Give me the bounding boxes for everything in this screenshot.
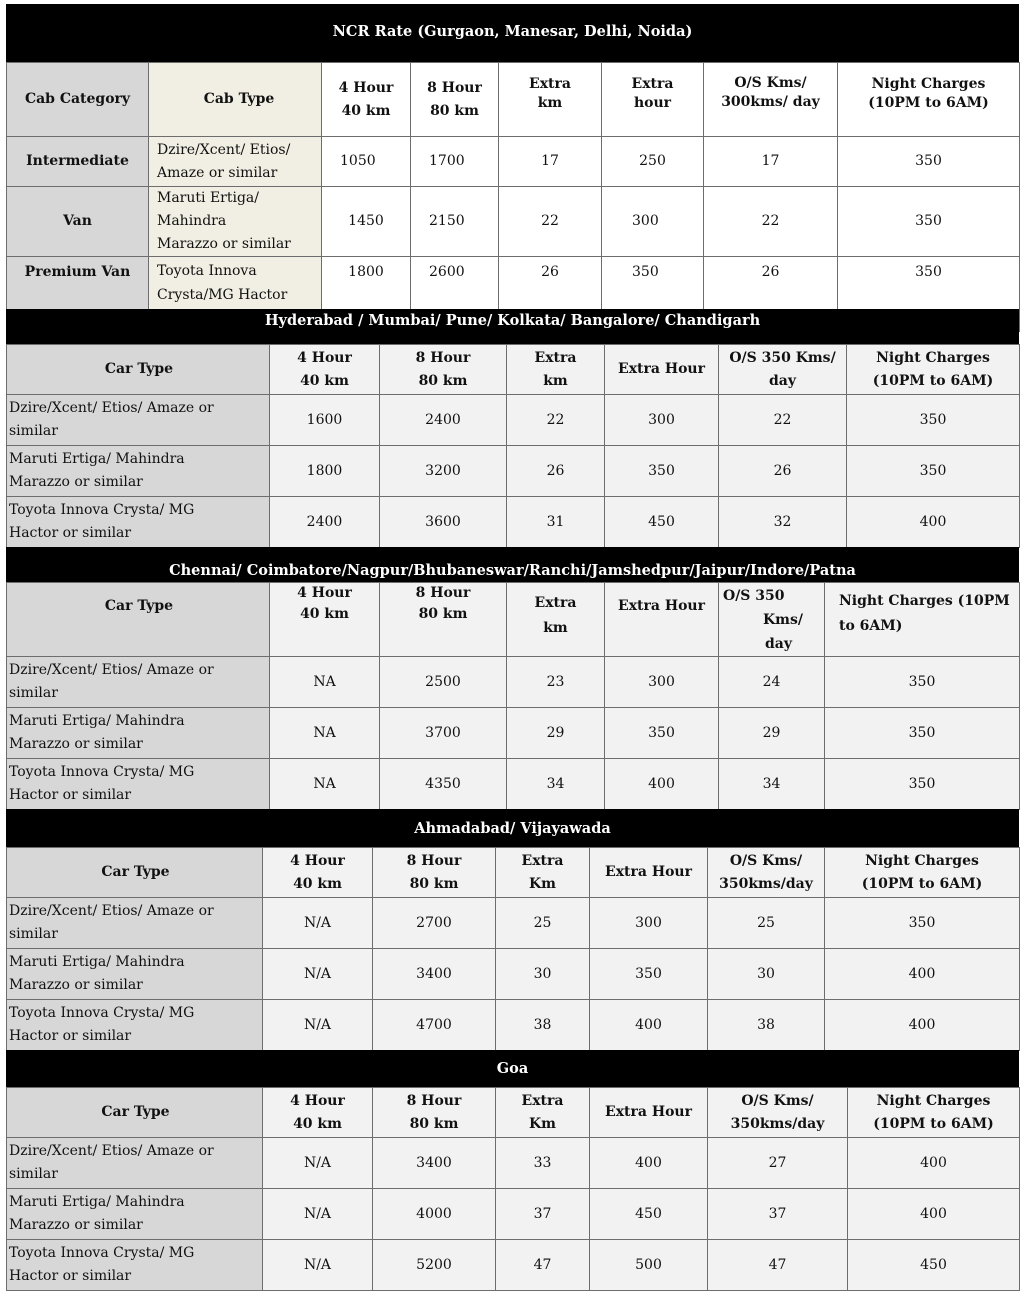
metro-8hour: 3200 — [380, 446, 507, 497]
ncr-cab-type: Dzire/Xcent/ Etios/ Amaze or similar — [149, 137, 322, 187]
ahmedabad-8hour: 4700 — [373, 1000, 496, 1051]
metro-header-4hour: 4 Hour 40 km — [270, 345, 380, 395]
ahmedabad-car-type: Dzire/Xcent/ Etios/ Amaze or similar — [7, 898, 263, 949]
ahmedabad-4hour: N/A — [263, 898, 373, 949]
tier2-extra-km: 23 — [507, 657, 605, 708]
ahmedabad-extra-km: 38 — [496, 1000, 590, 1051]
tier2-night: 350 — [825, 657, 1020, 708]
ahmedabad-night: 400 — [825, 1000, 1020, 1051]
ncr-8hour: 2150 — [411, 187, 499, 257]
goa-header-night: Night Charges (10PM to 6AM) — [848, 1088, 1020, 1138]
tier2-os: 29 — [719, 708, 825, 759]
goa-row — [7, 1189, 1020, 1240]
ncr-header-category: Cab Category — [7, 63, 149, 137]
goa-extra-hour: 450 — [590, 1189, 708, 1240]
tier2-8hour: 4350 — [380, 759, 507, 810]
tier2-header-8hour: 8 Hour 80 km — [380, 583, 507, 657]
goa-extra-hour: 500 — [590, 1240, 708, 1291]
ncr-extra-km: 22 — [499, 187, 602, 257]
ahmedabad-car-type: Toyota Innova Crysta/ MG Hactor or similar — [7, 1000, 263, 1051]
ahmedabad-night: 350 — [825, 898, 1020, 949]
ncr-category: Premium Van — [7, 257, 149, 332]
ahmedabad-header-type: Car Type — [7, 848, 263, 898]
tier2-4hour: NA — [270, 708, 380, 759]
tier2-header-row — [7, 583, 1020, 657]
ncr-8hour: 2600 — [411, 257, 499, 332]
metro-title: Hyderabad / Mumbai/ Pune/ Kolkata/ Bangalore/ Chandigarh — [264, 312, 761, 329]
tier2-row — [7, 708, 1020, 759]
ncr-extra-km: 17 — [499, 137, 602, 187]
tier2-extra-hour: 350 — [605, 708, 719, 759]
ahmedabad-car-type: Maruti Ertiga/ Mahindra Marazzo or similar — [7, 949, 263, 1000]
ncr-header-4hour: 4 Hour 40 km — [322, 63, 411, 137]
metro-extra-km: 26 — [507, 446, 605, 497]
metro-4hour: 2400 — [270, 497, 380, 548]
ahmedabad-extra-hour: 400 — [590, 1000, 708, 1051]
ahmedabad-4hour: N/A — [263, 949, 373, 1000]
tier2-4hour: NA — [270, 657, 380, 708]
metro-extra-km: 22 — [507, 395, 605, 446]
goa-header-extra-hour: Extra Hour — [590, 1088, 708, 1138]
metro-4hour: 1800 — [270, 446, 380, 497]
ahmedabad-extra-hour: 350 — [590, 949, 708, 1000]
goa-header-os: O/S Kms/ 350kms/day — [708, 1088, 848, 1138]
goa-title-bar — [6, 1050, 1019, 1087]
tier2-rate-table — [6, 582, 1020, 810]
tier2-4hour: NA — [270, 759, 380, 810]
tier2-extra-hour: 400 — [605, 759, 719, 810]
ncr-4hour: 1450 — [322, 187, 411, 257]
ahmedabad-os: 25 — [708, 898, 825, 949]
metro-night: 400 — [847, 497, 1020, 548]
goa-header-type: Car Type — [7, 1088, 263, 1138]
goa-8hour: 3400 — [373, 1138, 496, 1189]
goa-row — [7, 1138, 1020, 1189]
tier2-header-4hour: 4 Hour 40 km — [270, 583, 380, 657]
ncr-row — [7, 137, 1020, 187]
tier2-car-type: Maruti Ertiga/ Mahindra Marazzo or similar — [7, 708, 270, 759]
tier2-row — [7, 759, 1020, 810]
metro-row — [7, 497, 1020, 548]
ncr-header-row — [7, 63, 1020, 137]
ahmedabad-8hour: 3400 — [373, 949, 496, 1000]
metro-header-os: O/S 350 Kms/ day — [719, 345, 847, 395]
tier2-extra-hour: 300 — [605, 657, 719, 708]
metro-title-bar — [6, 309, 1019, 344]
ncr-4hour: 1800 — [322, 257, 411, 332]
goa-8hour: 5200 — [373, 1240, 496, 1291]
goa-car-type: Toyota Innova Crysta/ MG Hactor or similar — [7, 1240, 263, 1291]
metro-os: 32 — [719, 497, 847, 548]
ahmedabad-header-8hour: 8 Hour 80 km — [373, 848, 496, 898]
tier2-extra-km: 34 — [507, 759, 605, 810]
tier2-8hour: 3700 — [380, 708, 507, 759]
goa-header-extra-km: Extra Km — [496, 1088, 590, 1138]
metro-night: 350 — [847, 446, 1020, 497]
ahmedabad-header-extra-km: Extra Km — [496, 848, 590, 898]
ahmedabad-8hour: 2700 — [373, 898, 496, 949]
goa-extra-km: 47 — [496, 1240, 590, 1291]
goa-extra-km: 37 — [496, 1189, 590, 1240]
ahmedabad-4hour: N/A — [263, 1000, 373, 1051]
ncr-4hour: 1050 — [322, 137, 411, 187]
tier2-header-os: O/S 350 Kms/ day — [719, 583, 825, 657]
ahmedabad-header-night: Night Charges (10PM to 6AM) — [825, 848, 1020, 898]
tier2-os: 24 — [719, 657, 825, 708]
metro-header-row — [7, 345, 1020, 395]
metro-4hour: 1600 — [270, 395, 380, 446]
metro-os: 26 — [719, 446, 847, 497]
tier2-header-type: Car Type — [7, 583, 270, 657]
ncr-8hour: 1700 — [411, 137, 499, 187]
metro-row — [7, 395, 1020, 446]
tier2-title: Chennai/ Coimbatore/Nagpur/Bhubaneswar/Ranchi/Jamshedpur/Jaipur/Indore/Patna — [169, 562, 856, 579]
tier2-os: 34 — [719, 759, 825, 810]
goa-title: Goa — [496, 1060, 529, 1077]
ahmedabad-row — [7, 1000, 1020, 1051]
metro-extra-hour: 450 — [605, 497, 719, 548]
goa-4hour: N/A — [263, 1240, 373, 1291]
ahmedabad-header-4hour: 4 Hour 40 km — [263, 848, 373, 898]
goa-header-8hour: 8 Hour 80 km — [373, 1088, 496, 1138]
metro-car-type: Toyota Innova Crysta/ MG Hactor or similar — [7, 497, 270, 548]
ncr-extra-km: 26 — [499, 257, 602, 332]
tier2-car-type: Toyota Innova Crysta/ MG Hactor or similar — [7, 759, 270, 810]
ahmedabad-rate-table — [6, 847, 1020, 1051]
ahmedabad-extra-hour: 300 — [590, 898, 708, 949]
metro-header-type: Car Type — [7, 345, 270, 395]
ahmedabad-title: Ahmadabad/ Vijayawada — [414, 820, 611, 837]
metro-8hour: 2400 — [380, 395, 507, 446]
ahmedabad-row — [7, 949, 1020, 1000]
ahmedabad-extra-km: 30 — [496, 949, 590, 1000]
tier2-night: 350 — [825, 708, 1020, 759]
ncr-rate-table — [6, 62, 1020, 332]
ahmedabad-os: 30 — [708, 949, 825, 1000]
tier2-title-bar — [6, 547, 1019, 582]
ahmedabad-header-extra-hour: Extra Hour — [590, 848, 708, 898]
metro-car-type: Maruti Ertiga/ Mahindra Marazzo or similar — [7, 446, 270, 497]
ncr-category: Intermediate — [7, 137, 149, 187]
goa-4hour: N/A — [263, 1189, 373, 1240]
metro-os: 22 — [719, 395, 847, 446]
ahmedabad-header-os: O/S Kms/ 350kms/day — [708, 848, 825, 898]
ncr-category: Van — [7, 187, 149, 257]
goa-extra-km: 33 — [496, 1138, 590, 1189]
goa-header-row — [7, 1088, 1020, 1138]
tier2-header-night: Night Charges (10PM to 6AM) — [825, 583, 1020, 657]
goa-4hour: N/A — [263, 1138, 373, 1189]
goa-os: 47 — [708, 1240, 848, 1291]
tier2-row — [7, 657, 1020, 708]
ncr-cab-type: Toyota Innova Crysta/MG Hactor — [149, 257, 322, 332]
ncr-night: 350 — [838, 187, 1020, 257]
ncr-os: 17 — [704, 137, 838, 187]
ahmedabad-row — [7, 898, 1020, 949]
ncr-row — [7, 187, 1020, 257]
ncr-header-type: Cab Type — [149, 63, 322, 137]
ahmedabad-os: 38 — [708, 1000, 825, 1051]
goa-header-4hour: 4 Hour 40 km — [263, 1088, 373, 1138]
goa-os: 37 — [708, 1189, 848, 1240]
metro-header-extra-km: Extra km — [507, 345, 605, 395]
metro-8hour: 3600 — [380, 497, 507, 548]
ahmedabad-header-row — [7, 848, 1020, 898]
goa-os: 27 — [708, 1138, 848, 1189]
tier2-night: 350 — [825, 759, 1020, 810]
goa-car-type: Dzire/Xcent/ Etios/ Amaze or similar — [7, 1138, 263, 1189]
goa-8hour: 4000 — [373, 1189, 496, 1240]
ncr-cab-type: Maruti Ertiga/ Mahindra Marazzo or similar — [149, 187, 322, 257]
ncr-title: NCR Rate (Gurgaon, Manesar, Delhi, Noida) — [332, 23, 693, 40]
metro-header-extra-hour: Extra Hour — [605, 345, 719, 395]
ncr-extra-hour: 250 — [602, 137, 704, 187]
metro-header-night: Night Charges (10PM to 6AM) — [847, 345, 1020, 395]
metro-header-8hour: 8 Hour 80 km — [380, 345, 507, 395]
goa-car-type: Maruti Ertiga/ Mahindra Marazzo or similar — [7, 1189, 263, 1240]
ncr-header-night: Night Charges (10PM to 6AM) — [838, 63, 1020, 137]
metro-extra-hour: 300 — [605, 395, 719, 446]
goa-night: 450 — [848, 1240, 1020, 1291]
metro-extra-hour: 350 — [605, 446, 719, 497]
ncr-header-extra-km: Extra km — [499, 63, 602, 137]
ahmedabad-extra-km: 25 — [496, 898, 590, 949]
goa-night: 400 — [848, 1138, 1020, 1189]
ncr-header-os: O/S Kms/ 300kms/ day — [704, 63, 838, 137]
metro-row — [7, 446, 1020, 497]
ncr-extra-hour: 300 — [602, 187, 704, 257]
goa-row — [7, 1240, 1020, 1291]
metro-extra-km: 31 — [507, 497, 605, 548]
ncr-title-bar — [6, 4, 1019, 62]
tier2-8hour: 2500 — [380, 657, 507, 708]
metro-night: 350 — [847, 395, 1020, 446]
ahmedabad-night: 400 — [825, 949, 1020, 1000]
goa-rate-table — [6, 1087, 1020, 1291]
ncr-os: 22 — [704, 187, 838, 257]
ncr-extra-hour: 350 — [602, 257, 704, 332]
ncr-night: 350 — [838, 137, 1020, 187]
tier2-car-type: Dzire/Xcent/ Etios/ Amaze or similar — [7, 657, 270, 708]
metro-car-type: Dzire/Xcent/ Etios/ Amaze or similar — [7, 395, 270, 446]
ncr-header-8hour: 8 Hour 80 km — [411, 63, 499, 137]
metro-rate-table — [6, 344, 1020, 548]
ncr-night: 350 — [838, 257, 1020, 332]
ncr-os: 26 — [704, 257, 838, 332]
tier2-extra-km: 29 — [507, 708, 605, 759]
goa-night: 400 — [848, 1189, 1020, 1240]
tier2-header-extra-km: Extra km — [507, 583, 605, 657]
goa-extra-hour: 400 — [590, 1138, 708, 1189]
ahmedabad-title-bar — [6, 809, 1019, 847]
tier2-header-extra-hour: Extra Hour — [605, 583, 719, 657]
ncr-header-extra-hour: Extra hour — [602, 63, 704, 137]
